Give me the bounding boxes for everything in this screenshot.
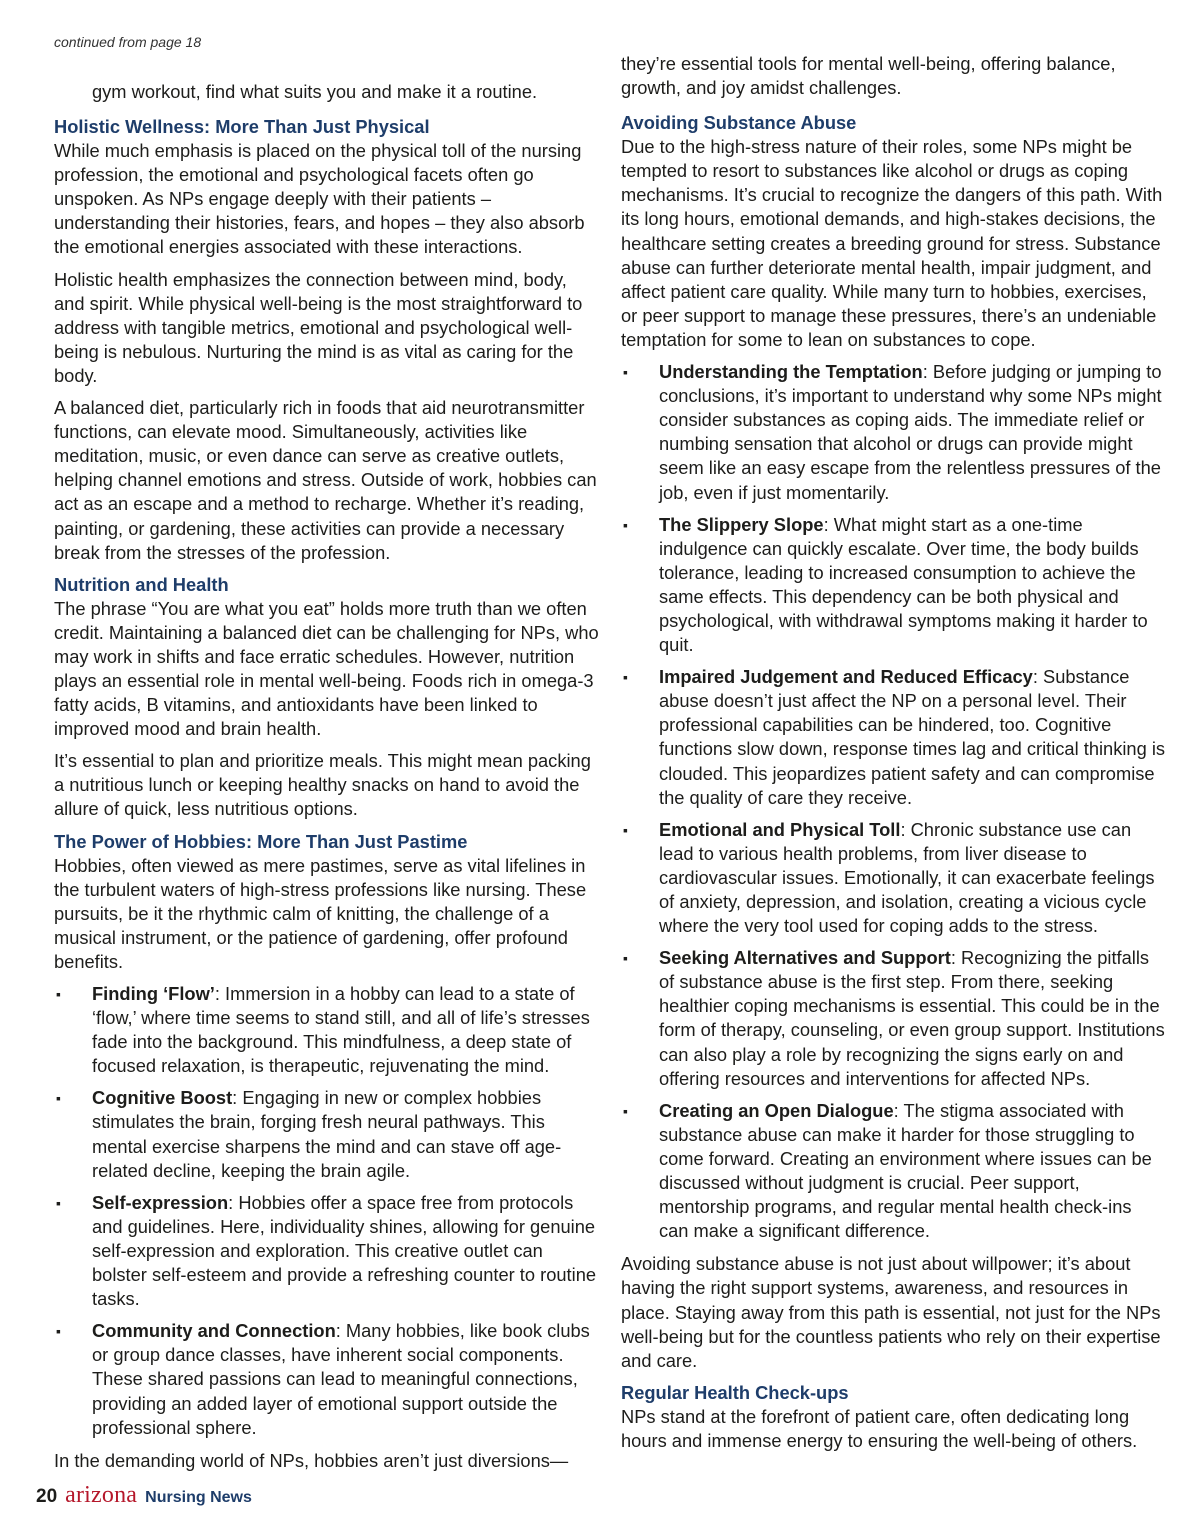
paragraph: It’s essential to plan and prioritize meals. This might mean packing a nutritious lunch or keeping healthy snacks on hand to avoid the allure of quick, less nutritious options. xyxy=(54,750,591,820)
bullet-text: : What might start as a one-time indulgence can quickly escalate. Over time, the body builds tolerance, leading to increased consumption to achieve the same effects. This dependency can be both physical and psychological, with withdrawal symptoms making it harder to quit. xyxy=(659,513,1148,656)
paragraph: Holistic health emphasizes the connection between mind, body, and spirit. While physical well-being is the most straightforward to address with tangible metrics, emotional and psychological well-being is nebulous. Nurturing the mind is as vital as caring for the body. xyxy=(54,268,583,386)
bullet-text: : Before judging or jumping to conclusions, it’s important to understand why some NPs might consider substances as coping aids. The immediate relief or numbing sensation that alcohol or drugs can provide might seem like an easy escape from the relentless pressures of the job, even if just momentarily. xyxy=(659,361,1162,503)
substance-bullet-list xyxy=(621,360,1166,1243)
bullet-title: Cognitive Boost xyxy=(92,1087,233,1109)
bullet-icon: ▪ xyxy=(56,1323,61,1340)
list-item xyxy=(54,1191,599,1311)
bullet-icon: ▪ xyxy=(623,669,628,686)
bullet-text: : Chronic substance use can lead to various health problems, from liver disease to cardiovascular issues. Emotionally, it can exacerbate feelings of anxiety, depression, and isolation, creating a vicious cycle where the very tool used for coping adds to the stress. xyxy=(659,818,1155,937)
bullet-title: Seeking Alternatives and Support xyxy=(659,947,951,969)
bullet-text: : Substance abuse doesn’t just affect the NP on a personal level. Their professional capabilities can be hindered, too. Cognitive functions slow down, response times lag and critical thinking is clouded. This jeopardizes patient safety and can compromise the quality of care they receive. xyxy=(659,666,1166,808)
bullet-text: : The stigma associated with substance abuse can make it harder for those struggling to come forward. Creating an environment where issues can be discussed without judgment is crucial. Peer support, mentorship programs, and regular mental health check-ins can make a significant difference. xyxy=(659,1099,1152,1242)
bullet-text: : Many hobbies, like book clubs or group dance classes, have inherent social components. These shared passions can lead to meaningful connections, providing an added layer of emotional support outside the professional sphere. xyxy=(92,1320,590,1438)
bullet-title: Community and Connection xyxy=(92,1320,336,1342)
list-item xyxy=(54,1086,599,1182)
bullet-title: Self-expression xyxy=(92,1191,229,1213)
continued-note: continued from page 18 xyxy=(54,34,202,50)
paragraph: NPs stand at the forefront of patient care, often dedicating long hours and immense energy to ensuring the well-being of others. xyxy=(621,1405,1138,1451)
bullet-text: : Hobbies offer a space free from protocols and guidelines. Here, individuality shines, allowing for genuine self-expression and exploration. This creative outlet can bolster self-esteem and provide a refreshing counter to routine tasks. xyxy=(92,1191,597,1310)
bullet-icon: ▪ xyxy=(56,986,61,1002)
list-item xyxy=(621,946,1166,1091)
bullet-text: : Immersion in a hobby can lead to a state of ‘flow,’ where time seems to stand still, and all of life’s stresses fade into the background. This mindfulness, a deep state of focused relaxation, is therapeutic, rejuvenating the mind. xyxy=(92,983,590,1077)
list-item xyxy=(621,665,1166,810)
paragraph: Avoiding substance abuse is not just about willpower; it’s about having the right support systems, awareness, and resources in place. Staying away from this path is essential, not just for the NPs well-being but for the countless patients who rely on their expertise and care. xyxy=(621,1253,1161,1371)
bullet-title: Finding ‘Flow’ xyxy=(92,983,215,1004)
page-number: 20 xyxy=(36,1486,58,1507)
paragraph: Due to the high-stress nature of their roles, some NPs might be tempted to resort to substances like alcohol or drugs as coping mechanisms. It’s crucial to recognize the dangers of this path. With its long hours, emotional demands, and high-stakes decisions, the healthcare setting creates a breeding ground for stress. Substance abuse can further deteriorate mental health, impair judgment, and affect patient care quality. While many turn to hobbies, exercises, or peer support to manage these pressures, there’s an undeniable temptation for some to lean on substances to cope. xyxy=(621,136,1163,350)
bullet-icon: ▪ xyxy=(56,1194,61,1211)
bullet-title: The Slippery Slope xyxy=(659,513,824,535)
list-item xyxy=(54,1319,599,1439)
bullet-title: Impaired Judgement and Reduced Efficacy xyxy=(659,666,1033,688)
heading-regular-checkups: Regular Health Check-ups xyxy=(621,1381,849,1403)
brand-logo: arizona xyxy=(65,1482,138,1508)
bullet-icon: ▪ xyxy=(623,516,628,533)
hobbies-bullet-list xyxy=(54,982,599,1440)
paragraph: The phrase “You are what you eat” holds more truth than we often credit. Maintaining a balanced diet can be challenging for NPs, who may work in shifts and face erratic schedules. However, nutrition plays an essential role in mental well-being. Foods rich in omega-3 fatty acids, B vitamins, and antioxidants have been linked to improved mood and brain health. xyxy=(54,597,599,740)
bullet-text: : Engaging in new or complex hobbies stimulates the brain, forging fresh neural pathways. This mental exercise sharpens the mind and can stave off age-related decline, keeping the brain agile. xyxy=(92,1087,562,1181)
bullet-title: Creating an Open Dialogue xyxy=(659,1099,894,1121)
right-intro: they’re essential tools for mental well-being, offering balance, growth, and joy amidst challenges. xyxy=(621,53,1116,99)
heading-avoiding-substance-abuse: Avoiding Substance Abuse xyxy=(621,112,857,134)
paragraph: Hobbies, often viewed as mere pastimes, serve as vital lifelines in the turbulent waters of high-stress professions like nursing. These pursuits, be it the rhythmic calm of knitting, the challenge of a musical instrument, or the patience of gardening, offer profound benefits. xyxy=(54,854,587,972)
heading-holistic-wellness: Holistic Wellness: More Than Just Physical xyxy=(54,116,430,138)
bullet-icon: ▪ xyxy=(623,950,628,967)
bullet-text: : Recognizing the pitfalls of substance abuse is the first step. From there, seeking healthier coping mechanisms is essential. This could be in the form of therapy, counseling, or even group support. Institutions can also play a role by recognizing the signs early on and offering resources and interventions for affected NPs. xyxy=(659,947,1165,1089)
bullet-icon: ▪ xyxy=(623,1102,628,1119)
list-item xyxy=(621,360,1166,505)
bullet-icon: ▪ xyxy=(56,1090,61,1107)
list-item xyxy=(54,982,599,1078)
paragraph: A balanced diet, particularly rich in foods that aid neurotransmitter functions, can elevate mood. Simultaneously, activities like meditation, music, or even dance can serve as creative outlets, helping channel emotions and stress. Outside of work, hobbies can act as an escape and a method to recharge. Whether it’s reading, painting, or gardening, these activities can provide a necessary break from the stresses of the profession. xyxy=(54,397,597,563)
paragraph: In the demanding world of NPs, hobbies aren’t just diversions— xyxy=(54,1449,569,1471)
left-column xyxy=(54,52,599,1481)
page-footer xyxy=(36,1482,252,1509)
left-intro: gym workout, find what suits you and make it a routine. xyxy=(92,81,538,102)
list-item xyxy=(621,1099,1166,1244)
paragraph: While much emphasis is placed on the physical toll of the nursing profession, the emotional and psychological facets often go unspoken. As NPs engage deeply with their patients – understanding their histories, fears, and hopes – they also absorb the emotional energies associated with these interactions. xyxy=(54,140,585,258)
publication-name: Nursing News xyxy=(145,1489,252,1506)
bullet-icon: ▪ xyxy=(623,364,628,381)
bullet-icon: ▪ xyxy=(623,821,628,838)
heading-power-of-hobbies: The Power of Hobbies: More Than Just Pastime xyxy=(54,830,468,852)
heading-nutrition-health: Nutrition and Health xyxy=(54,573,229,595)
list-item xyxy=(621,513,1166,658)
list-item xyxy=(621,818,1166,938)
bullet-title: Emotional and Physical Toll xyxy=(659,818,901,840)
right-column xyxy=(621,52,1166,1461)
bullet-title: Understanding the Temptation xyxy=(659,361,923,383)
